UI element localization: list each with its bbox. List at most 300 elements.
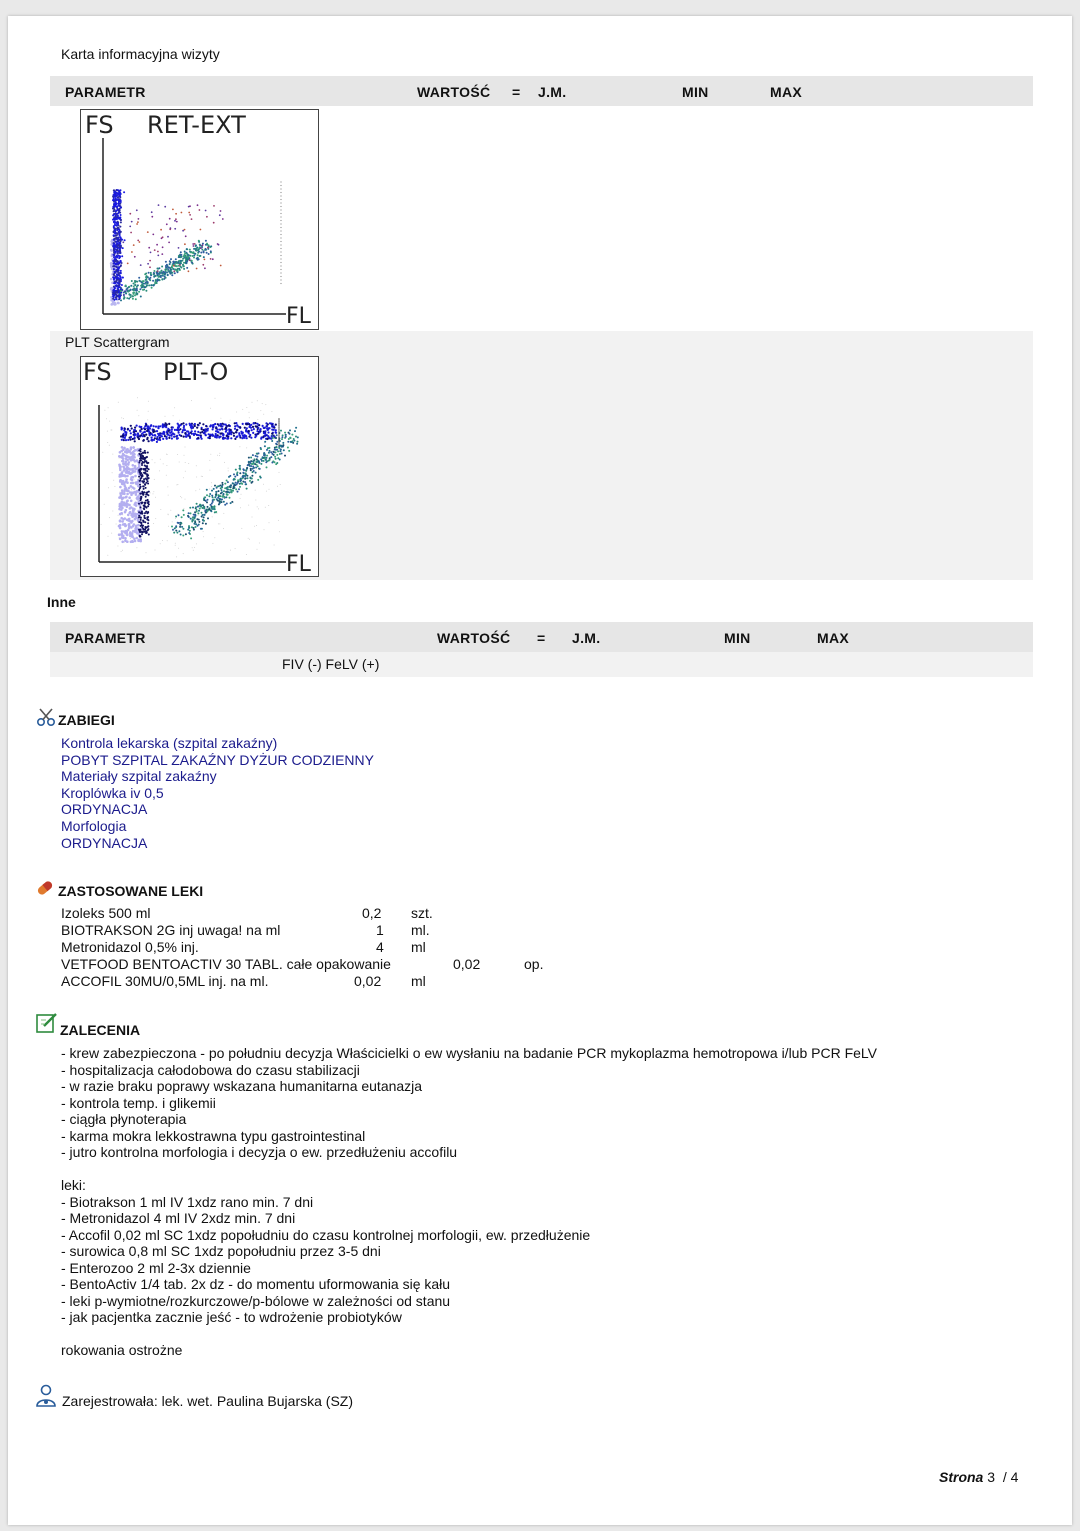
scatter-point [250, 424, 252, 426]
scatter-point [239, 483, 241, 485]
scatter-point [162, 246, 164, 248]
scatter-point [126, 475, 129, 478]
scatter-point [116, 243, 118, 245]
scatter-point [126, 466, 129, 469]
scatter-point [135, 298, 137, 300]
scatter-point [129, 457, 132, 460]
scatter-point [153, 270, 155, 272]
scatter-point [148, 411, 149, 412]
scatter-point [136, 498, 139, 501]
scatter-point [204, 497, 206, 499]
scatter-point [262, 456, 264, 458]
scatter-point [223, 493, 225, 495]
scatter-point [191, 427, 193, 429]
scatter-point [124, 539, 127, 542]
scatter-point [130, 296, 132, 298]
scatter-point [264, 430, 266, 432]
scatter-point [124, 451, 127, 454]
plt-o-plot [81, 357, 318, 576]
scatter-point [232, 482, 234, 484]
scatter-point [195, 244, 197, 246]
scatter-point [221, 425, 223, 427]
scatter-point [180, 267, 182, 269]
scatter-point [153, 491, 154, 492]
scatter-point [156, 441, 158, 443]
scatter-point [109, 421, 110, 422]
scatter-point [141, 531, 143, 533]
scatter-point [124, 488, 127, 491]
scatter-point [254, 463, 256, 465]
scatter-point [138, 462, 140, 464]
scatter-point [134, 475, 137, 478]
scatter-point [141, 533, 143, 535]
scatter-point [255, 490, 256, 491]
scatter-point [129, 491, 132, 494]
scatter-point [259, 431, 261, 433]
scatter-point [134, 280, 136, 282]
scatter-point [278, 440, 280, 442]
scatter-point [244, 478, 246, 480]
scatter-point [119, 255, 121, 257]
scatter-point [245, 483, 247, 485]
scatter-point [280, 234, 281, 235]
scatter-point [275, 458, 277, 460]
scatter-point [113, 480, 114, 481]
scatter-point [275, 431, 277, 433]
scatter-point [174, 228, 176, 230]
scatter-point [114, 265, 116, 267]
scatter-point [185, 471, 186, 472]
scatter-point [280, 188, 281, 189]
scatter-point [113, 274, 115, 276]
scatter-point [129, 531, 132, 534]
scatter-point [142, 485, 144, 487]
scatter-point [108, 407, 109, 408]
scatter-point [139, 453, 141, 455]
scatter-point [113, 234, 115, 236]
scatter-point [280, 255, 281, 256]
scatter-point [211, 486, 212, 487]
scatter-point [146, 552, 147, 553]
scatter-point [115, 291, 117, 293]
scatter-point [138, 517, 140, 519]
zabieg-item: Kontrola lekarska (szpital zakaźny) [61, 735, 278, 751]
page-title: Karta informacyjna wizyty [61, 46, 220, 62]
scatter-point [244, 475, 246, 477]
ret-title: RET-EXT [147, 111, 246, 139]
scatter-point [198, 510, 200, 512]
scatter-point [234, 425, 236, 427]
med-qty: 0,02 [354, 973, 382, 989]
scatter-point [219, 453, 220, 454]
scatter-point [202, 476, 203, 477]
scatter-point [141, 524, 143, 526]
scatter-point [221, 482, 223, 484]
scatter-point [148, 534, 150, 536]
scatter-point [265, 459, 267, 461]
scatter-point [146, 470, 148, 472]
scatter-point [280, 276, 281, 277]
scatter-point [142, 458, 144, 460]
scatter-point [207, 247, 209, 249]
scatter-point [123, 427, 125, 429]
scatter-point [206, 489, 208, 491]
scatter-point [197, 204, 199, 206]
recommendation-line: - krew zabezpieczona - po południu decyzja Właścicielki o ew wysłaniu na badanie PCR mykoplazma hemotropowa i/lub PCR FeLV [61, 1045, 878, 1061]
scatter-point [220, 487, 222, 489]
scatter-point [202, 243, 204, 245]
scatter-point [183, 508, 184, 509]
med-qty: 0,2 [362, 905, 382, 921]
scatter-point [263, 453, 265, 455]
scatter-point [259, 468, 261, 470]
scatter-point [193, 550, 194, 551]
scatter-point [136, 281, 138, 283]
scatter-point [297, 441, 299, 443]
scatter-point [203, 520, 205, 522]
scatter-point [142, 461, 144, 463]
scatter-point [242, 409, 243, 410]
document-page [8, 16, 1072, 1525]
scatter-point [173, 532, 175, 534]
scatter-point [166, 264, 168, 266]
scatter-point [122, 462, 125, 465]
scatter-point [181, 433, 182, 434]
scatter-point [133, 453, 136, 456]
scatter-point [188, 212, 190, 214]
scatter-point [204, 434, 206, 436]
scatter-point [122, 431, 123, 432]
scatter-point [219, 455, 220, 456]
scatter-point [197, 512, 199, 514]
scatter-point [119, 458, 120, 459]
scatter-point [134, 256, 136, 258]
scatter-point [130, 514, 133, 517]
scatter-point [245, 473, 247, 475]
scatter-point [117, 287, 119, 289]
scatter-point [241, 528, 242, 529]
scatter-point [203, 516, 205, 518]
scatter-point [215, 427, 217, 429]
inne-row [50, 652, 1033, 677]
scatter-point [130, 436, 132, 438]
scatter-point [155, 550, 156, 551]
leki-line: - jak pacjentka zacznie jeść - to wdrożenie probiotyków [61, 1309, 402, 1325]
scatter-point [117, 215, 119, 217]
scatter-point [206, 494, 208, 496]
scatter-point [233, 435, 235, 437]
scatter-point [139, 480, 141, 482]
scatter-point [246, 427, 248, 429]
scatter-point [123, 429, 125, 431]
scatter-point [153, 439, 155, 441]
scatter-point [213, 508, 215, 510]
scatter-point [231, 489, 233, 491]
scatter-point [122, 435, 124, 437]
scatter-point [125, 293, 127, 295]
scatter-point [121, 255, 123, 257]
scatter-point [206, 252, 208, 254]
scatter-point [171, 272, 173, 274]
scatter-point [139, 426, 141, 428]
scatter-point [233, 473, 235, 475]
scatter-point [128, 286, 130, 288]
scatter-point [122, 480, 125, 483]
scatter-point [144, 483, 146, 485]
scatter-point [114, 232, 116, 234]
scatter-point [199, 508, 201, 510]
scatter-point [257, 506, 258, 507]
scatter-point [280, 279, 281, 280]
scatter-point [133, 244, 135, 246]
col-jm: J.M. [538, 84, 567, 100]
scatter-point [191, 430, 193, 432]
scatter-point [276, 441, 278, 443]
scatter-point [141, 455, 143, 457]
scatter-point [257, 549, 258, 550]
scatter-point [252, 432, 254, 434]
scatter-point [145, 424, 147, 426]
scatter-point [276, 454, 278, 456]
scatter-point [108, 536, 109, 537]
scatter-point [175, 213, 177, 215]
scatter-point [150, 492, 151, 493]
scatter-point [167, 540, 168, 541]
ret-ext-scattergram [80, 109, 319, 330]
scatter-point [167, 454, 168, 455]
scatter-point [168, 267, 170, 269]
scatter-point [151, 433, 153, 435]
scatter-point [276, 434, 278, 436]
scatter-point [168, 495, 169, 496]
scatter-point [132, 530, 135, 533]
scatter-point [214, 436, 216, 438]
scatter-point [136, 209, 138, 211]
scatter-point [114, 486, 115, 487]
scatter-point [280, 244, 281, 245]
scatter-point [256, 525, 257, 526]
scatter-point [280, 185, 281, 186]
scatter-point [210, 504, 212, 506]
scatter-point [205, 240, 207, 242]
med-name: Izoleks 500 ml [61, 905, 151, 921]
scatter-point [195, 526, 197, 528]
scatter-point [180, 251, 182, 253]
med-unit: op. [524, 956, 544, 972]
scatter-point [194, 547, 195, 548]
scatter-point [168, 437, 170, 439]
scatter-point [173, 436, 175, 438]
scatter-point [226, 494, 228, 496]
scatter-point [132, 298, 134, 300]
scatter-point [117, 546, 118, 547]
inne-title: Inne [47, 594, 76, 610]
scatter-point [281, 453, 283, 455]
scatter-point [129, 439, 131, 441]
scatter-point [280, 248, 281, 249]
scatter-point [109, 445, 110, 446]
scatter-point [207, 428, 209, 430]
scatter-point [271, 453, 273, 455]
scatter-point [279, 453, 281, 455]
scatter-point [128, 298, 130, 300]
scatter-point [119, 251, 121, 253]
scatter-point [225, 496, 227, 498]
scatter-point [211, 420, 212, 421]
scatter-point [248, 505, 249, 506]
scatter-point [214, 537, 215, 538]
scatter-point [118, 402, 119, 403]
med-unit: ml [411, 939, 426, 955]
scatter-point [246, 407, 247, 408]
scatter-point [176, 532, 178, 534]
prognosis: rokowania ostrożne [61, 1342, 183, 1358]
scatter-point [114, 227, 116, 229]
scatter-point [188, 270, 190, 272]
scatter-point [147, 522, 149, 524]
scatter-point [123, 418, 124, 419]
scatter-point [147, 500, 149, 502]
scatter-point [246, 475, 248, 477]
scatter-point [184, 251, 186, 253]
scatter-point [143, 478, 145, 480]
scatter-point [114, 235, 116, 237]
scatter-point [203, 507, 205, 509]
scatter-point [122, 550, 123, 551]
scatter-point [130, 521, 133, 524]
scatter-point [183, 268, 185, 270]
scatter-point [201, 516, 203, 518]
scatter-point [127, 263, 129, 265]
scatter-point [189, 507, 191, 509]
scatter-point [278, 428, 280, 430]
scatter-point [134, 540, 137, 543]
scatter-point [118, 262, 120, 264]
scatter-point [275, 451, 277, 453]
scatter-point [188, 512, 190, 514]
scatter-point [114, 287, 116, 289]
scatter-point [138, 218, 140, 220]
scatter-point [165, 437, 167, 439]
scatter-point [189, 435, 191, 437]
scatter-point [121, 456, 124, 459]
scatter-point [212, 435, 214, 437]
scatter-point [215, 433, 217, 435]
leki-line: - BentoActiv 1/4 tab. 2x dz - do momentu uformowania się kału [61, 1276, 451, 1292]
scatter-point [231, 491, 233, 493]
scatter-point [119, 192, 121, 194]
scatter-point [147, 502, 149, 504]
scatter-point [199, 255, 201, 257]
scatter-point [189, 205, 191, 207]
scatter-point [134, 440, 136, 442]
scatter-point [122, 241, 124, 243]
scatter-point [151, 211, 153, 213]
scatter-point [148, 491, 150, 493]
scatter-point [145, 290, 147, 292]
scatter-point [133, 283, 135, 285]
scatter-point [147, 483, 149, 485]
scatter-point [197, 257, 199, 259]
scatter-point [134, 449, 137, 452]
scatter-point [255, 472, 257, 474]
scatter-point [200, 436, 202, 438]
scatter-point [200, 247, 202, 249]
scatter-point [220, 265, 222, 267]
scatter-point [124, 537, 127, 540]
scatter-point [157, 268, 159, 270]
recommendation-line: - w razie braku poprawy wskazana humanitarna eutanazja [61, 1078, 423, 1094]
scatter-point [287, 447, 289, 449]
scatter-point [112, 298, 114, 300]
spacer [61, 1326, 877, 1343]
scatter-point [278, 438, 280, 440]
spacer [61, 1161, 877, 1178]
scatter-point [268, 427, 270, 429]
scatter-point [120, 207, 122, 209]
col-min: MIN [682, 84, 709, 100]
scatter-point [110, 278, 113, 281]
scatter-point [127, 514, 130, 517]
scatter-point [149, 427, 151, 429]
scatter-point [239, 472, 241, 474]
scatter-point [162, 275, 164, 277]
scatter-point [175, 525, 177, 527]
scatter-point [224, 504, 226, 506]
scatter-point [143, 521, 145, 523]
scatter-point [183, 262, 185, 264]
scatter-point [263, 484, 264, 485]
scatter-point [129, 468, 132, 471]
scatter-point [112, 454, 113, 455]
scatter-point [212, 496, 214, 498]
zabieg-item: ORDYNACJA [61, 801, 148, 818]
scatter-point [196, 477, 197, 478]
scatter-point [165, 267, 167, 269]
scatter-point [123, 469, 126, 472]
scatter-point [275, 443, 277, 445]
scatter-point [280, 206, 281, 207]
scatter-point [175, 518, 176, 519]
scatter-point [255, 467, 257, 469]
scatter-point [129, 507, 132, 510]
scatter-point [118, 217, 120, 219]
scatter-point [134, 288, 136, 290]
plt-caption: PLT Scattergram [65, 334, 170, 350]
scatter-point [278, 422, 280, 424]
scatter-point [151, 430, 152, 431]
scatter-point [274, 437, 276, 439]
scatter-point [190, 518, 192, 520]
scatter-point [130, 494, 133, 497]
scatter-point [219, 214, 221, 216]
scatter-point [123, 292, 125, 294]
scatter-point [148, 272, 150, 274]
scatter-point [151, 287, 153, 289]
scatter-point [139, 241, 141, 243]
scatter-point [279, 450, 280, 451]
scatter-point [119, 212, 121, 214]
scatter-point [132, 525, 135, 528]
scatter-point [271, 440, 273, 442]
scatter-point [185, 533, 187, 535]
scatter-point [184, 432, 186, 434]
scatter-point [242, 472, 244, 474]
leki-line: - Metronidazol 4 ml IV 2xdz min. 7 dni [61, 1210, 296, 1226]
scatter-point [118, 272, 120, 274]
scatter-point [133, 429, 135, 431]
scatter-point [112, 511, 113, 512]
